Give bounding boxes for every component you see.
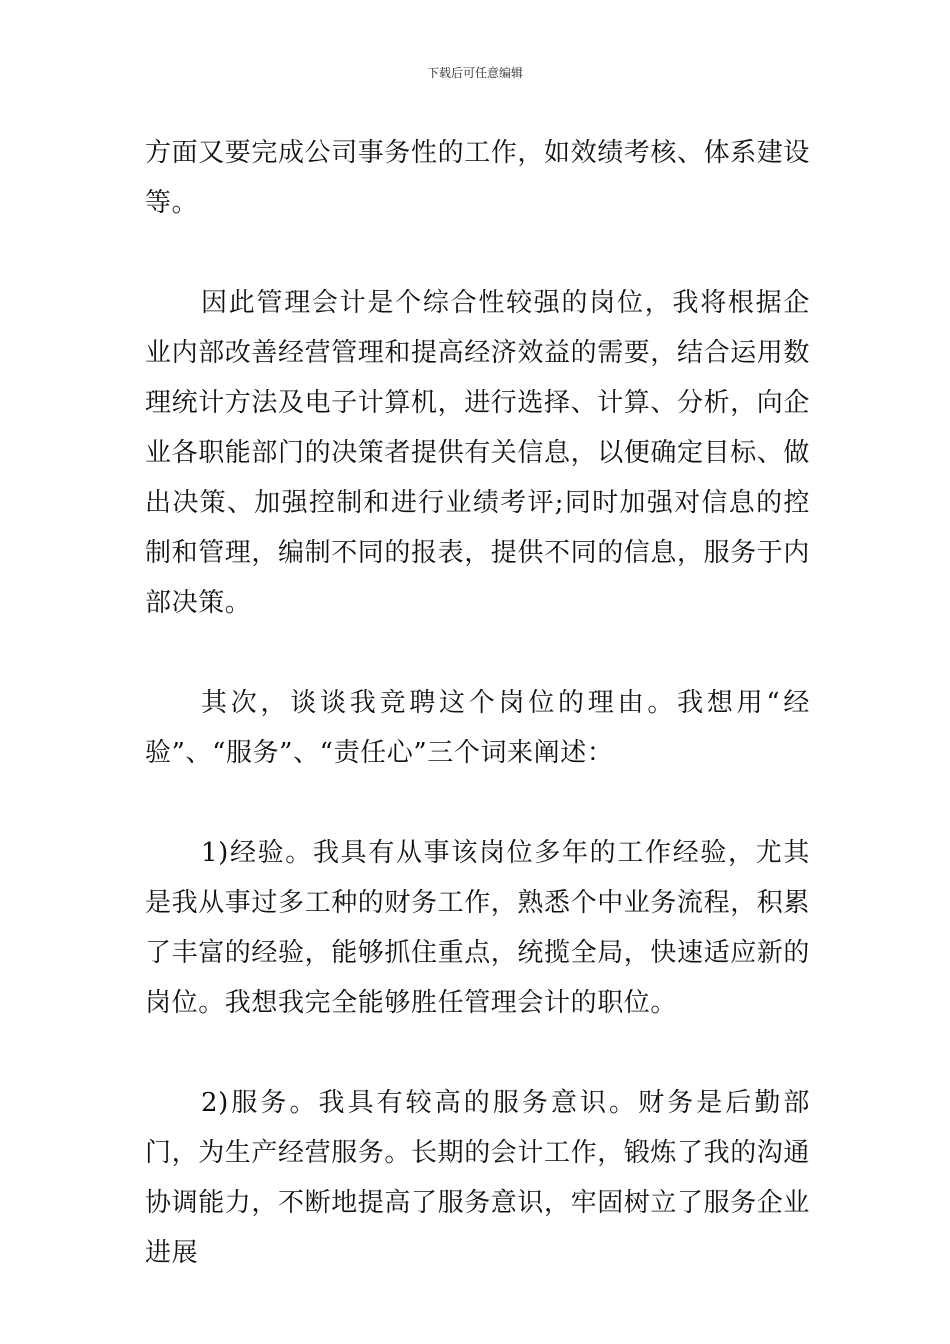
paragraph-reasons-intro: 其次，谈谈我竞聘这个岗位的理由。我想用“经验”、“服务”、“责任心”三个词来阐述： (145, 688, 810, 768)
paragraph-continuation: 方面又要完成公司事务性的工作，如效绩考核、体系建设等。 (145, 138, 811, 218)
document-body (145, 128, 810, 1328)
paragraph-management-accounting: 因此管理会计是个综合性较强的岗位，我将根据企业内部改善经营管理和提高经济效益的需要，结合运用数理统计方法及电子计算机，进行选择、计算、分析，向企业各职能部门的决策者提供有关信息，以便确定目标、做出决策、加强控制和进行业绩考评;同时加强对信息的控制和管理，编制不同的报表，提供不同的信息，服务于内部决策。 (145, 288, 811, 618)
paragraph-service: 2)服务。我具有较高的服务意识。财务是后勤部门，为生产经营服务。长期的会计工作，锻炼了我的沟通协调能力，不断地提高了服务意识，牢固树立了服务企业进展 (145, 1088, 811, 1268)
paragraph-experience: 1)经验。我具有从事该岗位多年的工作经验，尤其是我从事过多工种的财务工作，熟悉个中业务流程，积累了丰富的经验，能够抓住重点，统揽全局，快速适应新的岗位。我想我完全能够胜任管理会计的职位。 (145, 838, 811, 1018)
page-header: 下载后可任意编辑 (426, 66, 523, 80)
